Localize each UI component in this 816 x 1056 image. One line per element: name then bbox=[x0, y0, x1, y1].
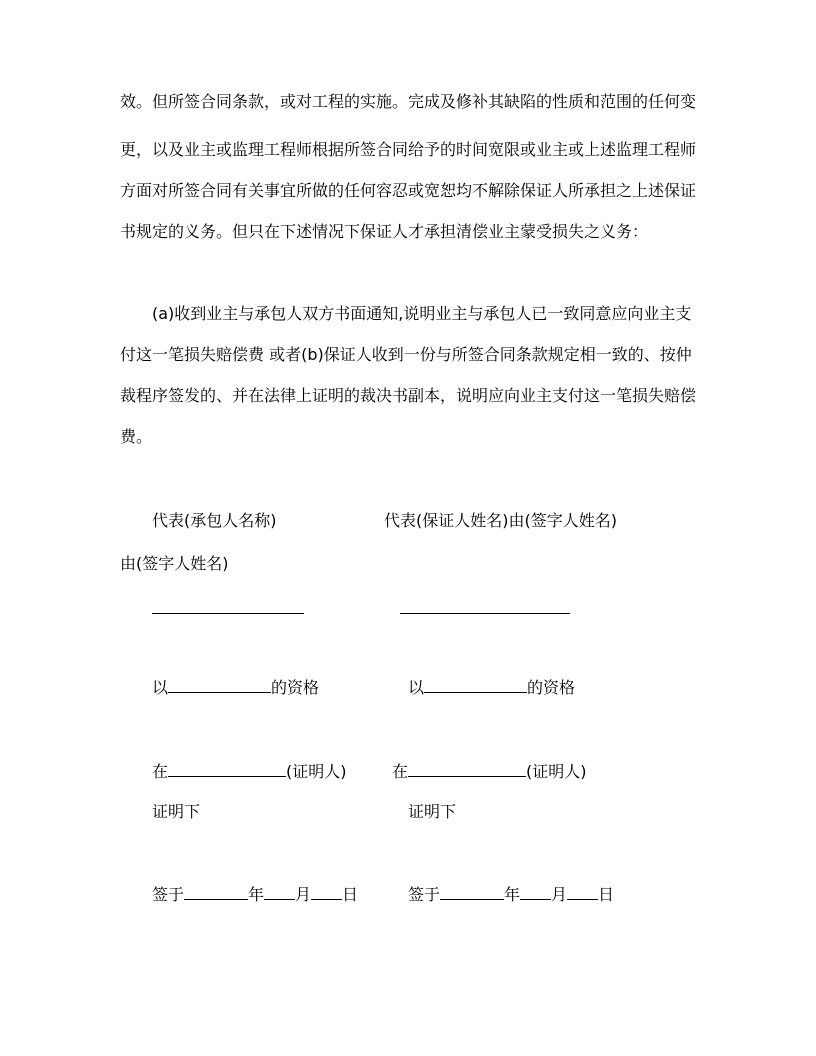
contractor-qualification bbox=[152, 678, 319, 698]
qualification-suffix: 的资格 bbox=[527, 678, 576, 697]
contractor-signed-date bbox=[152, 885, 358, 905]
guarantor-signed-date bbox=[408, 885, 614, 905]
contractor-witness bbox=[152, 762, 347, 782]
body-text-line: 费。 bbox=[120, 427, 153, 446]
body-text-line: 方面对所签合同有关事宜所做的任何容忍或宽恕均不解除保证人所承担之上述保证 bbox=[120, 181, 697, 200]
witness-suffix: (证明人) bbox=[286, 762, 347, 781]
witness-prefix: 在 bbox=[392, 762, 409, 781]
guarantor-signature-line bbox=[400, 613, 570, 614]
guarantor-qualification bbox=[408, 678, 575, 698]
qualification-suffix: 的资格 bbox=[271, 678, 320, 697]
year-blank bbox=[440, 885, 504, 900]
body-text-line: 付这一笔损失赔偿费 或者(b)保证人收到一份与所签合同条款规定相一致的、按仲 bbox=[120, 345, 692, 364]
signer-label: 由(签字人姓名) bbox=[120, 554, 229, 573]
qualification-blank bbox=[168, 678, 271, 693]
qualification-prefix: 以 bbox=[152, 678, 169, 697]
day-blank bbox=[311, 885, 342, 900]
signed-prefix: 签于 bbox=[408, 885, 441, 904]
year-blank bbox=[184, 885, 248, 900]
guarantor-witness bbox=[392, 762, 587, 782]
contractor-witness-under: 证明下 bbox=[152, 802, 201, 821]
body-text-line: 裁程序签发的、并在法律上证明的裁决书副本，说明应向业主支付这一笔损失赔偿 bbox=[120, 386, 697, 405]
witness-prefix: 在 bbox=[152, 762, 169, 781]
qualification-prefix: 以 bbox=[408, 678, 425, 697]
year-label: 年 bbox=[248, 885, 265, 904]
guarantor-witness-under: 证明下 bbox=[408, 802, 457, 821]
contractor-representative-label: 代表(承包人名称) bbox=[152, 511, 277, 530]
body-text-line: 更，以及业主或监理工程师根据所签合同给予的时间宽限或业主或上述监理工程师 bbox=[120, 140, 697, 159]
body-text-line: 书规定的义务。但只在下述情况下保证人才承担清偿业主蒙受损失之义务： bbox=[120, 222, 649, 241]
guarantor-representative-label: 代表(保证人姓名)由(签字人姓名) bbox=[384, 511, 617, 530]
contractor-signature-line bbox=[152, 613, 304, 614]
month-blank bbox=[264, 885, 295, 900]
month-blank bbox=[520, 885, 551, 900]
month-label: 月 bbox=[551, 885, 568, 904]
witness-suffix: (证明人) bbox=[526, 762, 587, 781]
witness-blank bbox=[408, 762, 526, 777]
day-label: 日 bbox=[598, 885, 615, 904]
day-blank bbox=[567, 885, 598, 900]
day-label: 日 bbox=[342, 885, 359, 904]
body-text-line: 效。但所签合同条款，或对工程的实施。完成及修补其缺陷的性质和范围的任何变 bbox=[120, 92, 697, 111]
signed-prefix: 签于 bbox=[152, 885, 185, 904]
month-label: 月 bbox=[295, 885, 312, 904]
body-text-line: (a)收到业主与承包人双方书面通知,说明业主与承包人已一致同意应向业主支 bbox=[152, 304, 692, 323]
witness-blank bbox=[168, 762, 286, 777]
year-label: 年 bbox=[504, 885, 521, 904]
qualification-blank bbox=[424, 678, 527, 693]
